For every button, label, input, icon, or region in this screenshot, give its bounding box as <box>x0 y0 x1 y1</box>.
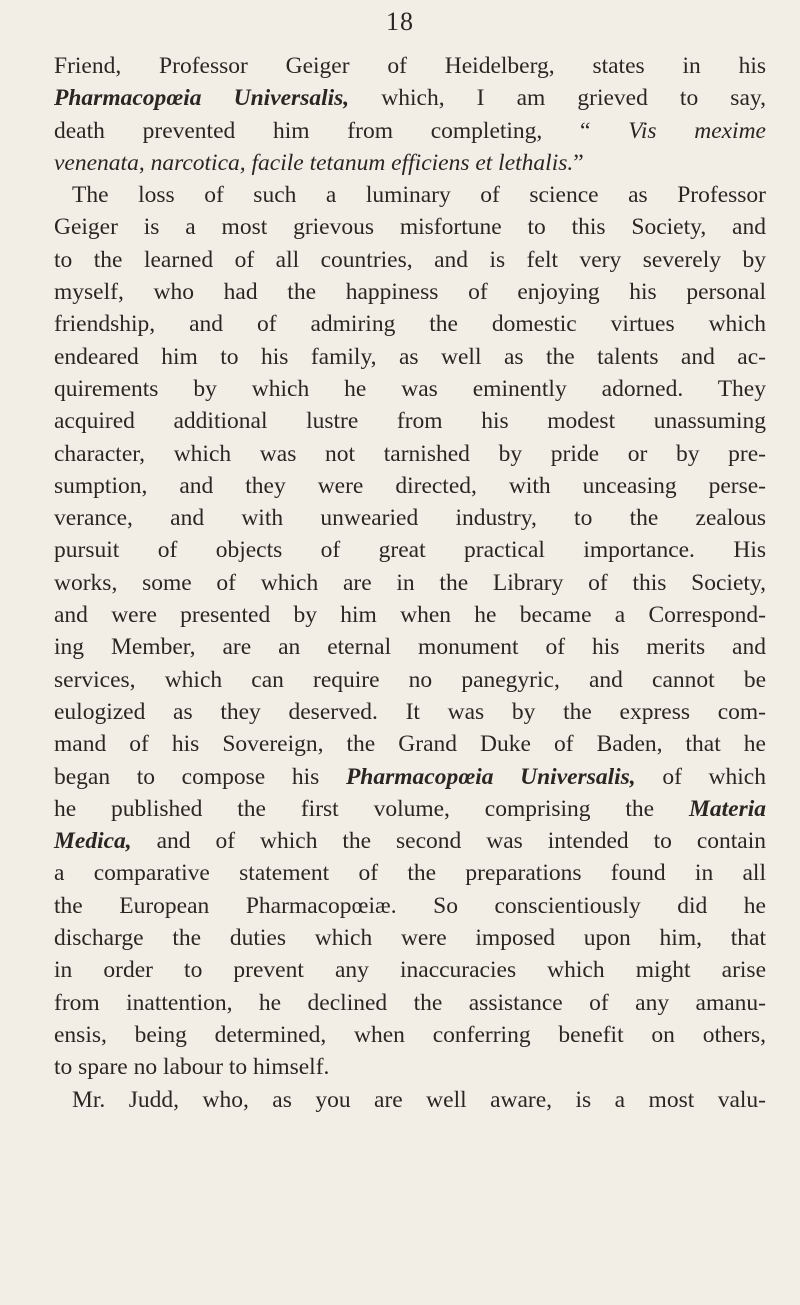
book-title: Medica, <box>54 828 132 855</box>
text-line: the European Pharmacopœiæ. So conscientiously did he <box>54 892 766 919</box>
text-line: pursuit of objects of great practical importance. His <box>54 537 766 564</box>
latin-quote: Vis mexime <box>628 117 766 144</box>
book-title: Pharmacopœia Universalis, <box>345 763 636 790</box>
text-line: sumption, and they were directed, with unceasing perse- <box>54 472 766 499</box>
text-line: to the learned of all countries, and is felt very severely by <box>54 246 766 273</box>
text-line: ensis, being determined, when conferring benefit on others, <box>54 1021 766 1048</box>
text-line: in order to prevent any inaccuracies which might arise <box>54 957 766 984</box>
text-line: Mr. Judd, who, as you are well aware, is a most valu- <box>72 1086 766 1113</box>
text-line: ing Member, are an eternal monument of his merits and <box>54 634 766 661</box>
text-line <box>54 825 766 857</box>
line-text: he published the first volume, comprising the <box>54 795 689 822</box>
text-line: discharge the duties which were imposed upon him, that <box>54 925 766 952</box>
text-line: Friend, Professor Geiger of Heidelberg, states in his <box>54 53 766 79</box>
text-line: verance, and with unwearied industry, to the zealous <box>54 505 766 532</box>
line-text: death prevented him from completing, “ <box>54 117 629 144</box>
text-line <box>54 793 766 825</box>
text-line: eulogized as they deserved. It was by the express com- <box>54 698 766 725</box>
text-line <box>54 82 766 114</box>
text-line: works, some of which are in the Library of this Society, <box>54 569 766 596</box>
text-line: acquired additional lustre from his modest unassuming <box>54 408 766 435</box>
line-text: began to compose his <box>54 763 346 790</box>
text-line: endeared him to his family, as well as the talents and ac- <box>54 343 766 370</box>
text-line: services, which can require no panegyric, and cannot be <box>54 666 766 693</box>
text-line <box>54 115 766 147</box>
latin-quote: venenata, narcotica, facile tetanum efficiens et lethalis. <box>54 149 574 176</box>
page-number: 18 <box>386 7 414 36</box>
line-text: and of which the second was intended to contain <box>131 828 766 855</box>
text-line: mand of his Sovereign, the Grand Duke of Baden, that he <box>54 731 766 758</box>
text-line <box>54 147 766 179</box>
book-title: Pharmacopœia Universalis, <box>54 85 350 112</box>
text-line: The loss of such a luminary of science as Professor <box>72 182 766 209</box>
text-line: from inattention, he declined the assistance of any amanu- <box>54 989 766 1016</box>
body-text <box>54 50 766 1116</box>
text-line: character, which was not tarnished by pride or by pre- <box>54 440 766 467</box>
line-text: which, I am grieved to say, <box>349 85 766 112</box>
text-line: and were presented by him when he became a Correspond- <box>54 602 766 629</box>
text-line: a comparative statement of the preparations found in all <box>54 860 766 887</box>
text-line: myself, who had the happiness of enjoying his personal <box>54 279 766 306</box>
text-line: quirements by which he was eminently adorned. They <box>54 375 766 402</box>
line-text: of which <box>635 763 766 790</box>
text-line: to spare no labour to himself. <box>54 1054 330 1081</box>
book-title: Materia <box>688 795 766 822</box>
line-text: ” <box>573 149 584 176</box>
text-line: Geiger is a most grievous misfortune to this Society, and <box>54 214 766 241</box>
text-line: friendship, and of admiring the domestic virtues which <box>54 311 766 338</box>
text-line <box>54 761 766 793</box>
